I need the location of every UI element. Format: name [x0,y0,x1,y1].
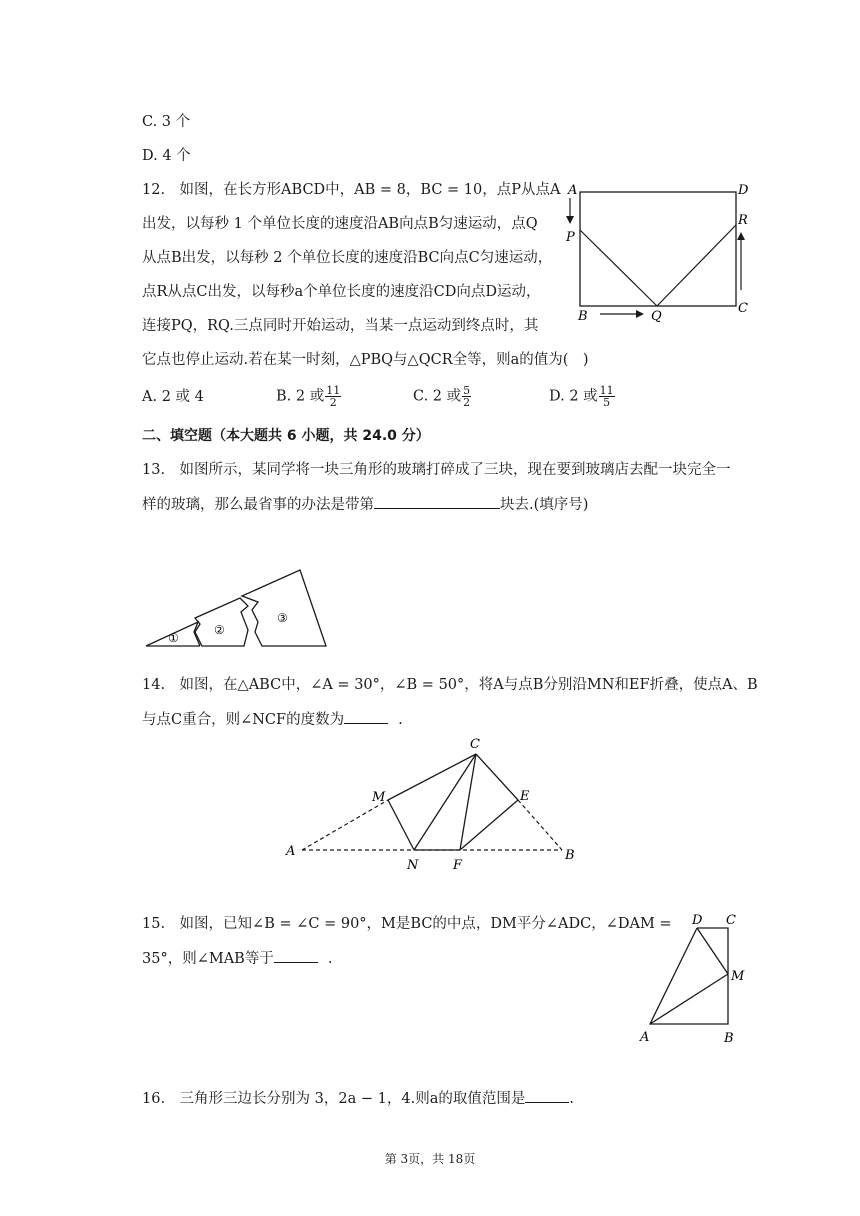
q13-line-2: 样的玻璃，那么最省事的办法是带第 块去.(填序号) [142,494,588,515]
fold-triangle-figure [280,734,590,872]
label-b: B [578,309,588,324]
q15-line-2: 35°，则∠MAB等于 . [142,948,332,969]
piece-2-label: ② [214,623,225,637]
q14-line-2: 与点C重合，则∠NCF的度数为 . [142,709,403,730]
q12-option-d: D. 2 或 $\frac{11}{5}$ [549,384,614,409]
label-b: B [565,848,575,863]
q12-option-c: C. 2 或 $\frac{5}{2}$ [413,384,471,409]
q15-quadrilateral-figure [632,908,762,1050]
section-title: 二、填空题（本大题共 6 小题，共 24.0 分） [142,428,430,444]
label-p: P [566,230,575,245]
q16-line: 16. 三角形三边长分别为 3，2a − 1，4.则a的取值范围是 . [142,1088,574,1109]
answer-blank [525,1088,569,1103]
label-r: R [738,213,748,228]
q12-line-3: 从点B出发，以每秒 2 个单位长度的速度沿BC向点C匀速运动， [142,250,553,266]
label-c: C [470,737,480,752]
q15-line-1: 15. 如图，已知∠B = ∠C = 90°，M是BC的中点，DM平分∠ADC，∠DAM = [142,916,672,932]
label-b: B [724,1031,734,1046]
q12-rectangle-figure [560,178,760,326]
q12-option-a: A. 2 或 4 [142,389,204,405]
q12-line-4: 点R从点C出发，以每秒a个单位长度的速度沿CD向点D运动， [142,284,541,300]
label-m: M [731,969,745,984]
answer-blank [374,494,500,509]
label-d: D [738,183,749,198]
q12-line-6: 它点也停止运动.若在某一时刻，△PBQ与△QCR全等，则a的值为( ) [142,352,589,368]
answer-blank [344,709,388,724]
label-q: Q [651,309,662,324]
label-c: C [726,913,736,928]
option-d: D. 4 个 [142,148,191,164]
label-m: M [372,790,386,805]
label-e: E [520,789,530,804]
label-f: F [453,858,463,872]
answer-blank [274,948,318,963]
option-c: C. 3 个 [142,114,191,130]
q12-line-1: 12. 如图，在长方形ABCD中，AB = 8，BC = 10，点P从点A [142,182,561,198]
piece-3-label: ③ [277,611,288,625]
q13-line-1: 13. 如图所示，某同学将一块三角形的玻璃打碎成了三块，现在要到玻璃店去配一块完全一 [142,462,731,478]
page-footer: 第 3页，共 18页 [384,1152,476,1166]
label-a: A [640,1030,650,1045]
broken-glass-figure [140,562,335,654]
q14-line-1: 14. 如图，在△ABC中，∠A = 30°，∠B = 50°，将A与点B分别沿MN和EF折叠，使点A、B [142,677,758,693]
q12-option-b: B. 2 或 $\frac{11}{2}$ [276,384,341,409]
label-a: A [286,844,296,859]
piece-1-label: ① [168,631,179,645]
label-c: C [738,301,748,316]
label-a: A [568,183,578,198]
q12-line-2: 出发，以每秒 1 个单位长度的速度沿AB向点B匀速运动，点Q [142,216,538,232]
q12-line-5: 连接PQ，RQ.三点同时开始运动，当某一点运动到终点时，其 [142,318,539,334]
label-d: D [692,913,703,928]
label-n: N [407,858,419,872]
